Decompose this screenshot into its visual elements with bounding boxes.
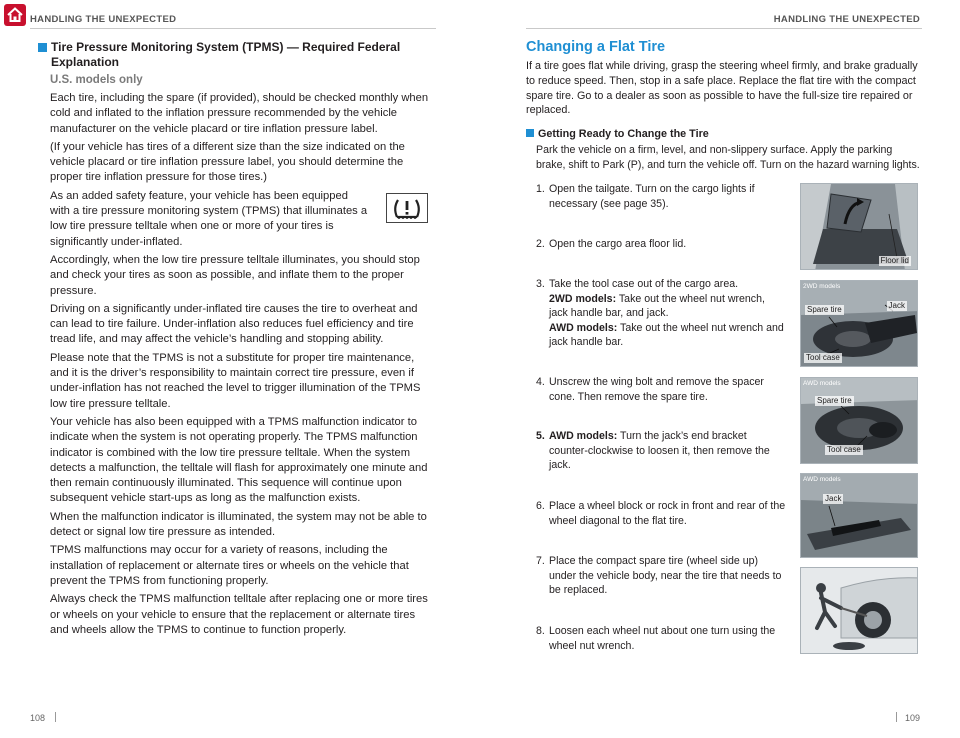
step-item: 5. AWD models: Turn the jack’s end bracket counter-clockwise to loosen it, then remove the jack. — [536, 430, 770, 472]
figure-2wd-tool-case — [800, 280, 918, 367]
paragraph: Always check the TPMS malfunction telltale after replacing one or more tires or wheels on your vehicle to ensure that the replacement or alternate tires and wheels allow the TPMS to continue to function properly. — [50, 593, 428, 636]
figure-awd-jack — [800, 473, 918, 558]
step-item: 6. Place a wheel block or rock in front and rear of the wheel diagonal to the flat tire. — [536, 500, 786, 527]
home-icon[interactable] — [4, 4, 26, 26]
step-item: 7. Place the compact spare tire (wheel side up) under the vehicle body, near the tire that needs to be replaced. — [536, 555, 782, 597]
paragraph: When the malfunction indicator is illuminated, the system may not be able to detect or signal low tire pressure as intended. — [50, 510, 427, 539]
paragraph: TPMS malfunctions may occur for a variety of reasons, including the installation of replacement or alternate tires or wheels on the vehicle that prevent the TPMS from functioning properly. — [50, 544, 409, 587]
figure-floor-lid — [800, 183, 918, 270]
header-right-title: HANDLING THE UNEXPECTED — [773, 14, 920, 25]
right-page-content — [526, 38, 922, 172]
header-left-title: HANDLING THE UNEXPECTED — [30, 14, 177, 25]
figure-label: Floor lid — [880, 256, 909, 265]
figure-label: Jack — [888, 301, 905, 310]
paragraph: Please note that the TPMS is not a substitute for proper tire maintenance, and it is the driver’s responsibility to maintain correct tire pressure, even if under-inflation has not reached the level to trigger illumination of the TPMS low tire pressure telltale. — [50, 351, 421, 410]
step-item: 1. Open the tailgate. Turn on the cargo lights if necessary (see page 35). — [536, 183, 755, 210]
tpms-section-title: Tire Pressure Monitoring System (TPMS) — Required Federal Explanation — [38, 40, 434, 70]
figure-label: Tool case — [827, 445, 861, 454]
figure-label: Jack — [825, 494, 842, 503]
subsection-text: Park the vehicle on a firm, level, and non-slippery surface. Apply the parking brake, shift to Park (P), and turn the vehicle off. Turn on the hazard warning lights. — [536, 144, 920, 171]
intro-paragraph: If a tire goes flat while driving, grasp the steering wheel firmly, and brake gradually to reduce speed. Then, stop in a safe place. Replace the flat tire with the compact spare tire. Go to a dealer as soon as possible to have the full-size tire repaired or replaced. — [526, 60, 918, 117]
right-page-title: Changing a Flat Tire — [526, 39, 666, 55]
figure-label: Spare tire — [817, 396, 852, 405]
step-item: 2. Open the cargo area floor lid. — [536, 238, 687, 250]
step-item: 4. Unscrew the wing bolt and remove the spacer cone. Then remove the spare tire. — [536, 376, 764, 403]
section-marker-icon — [526, 129, 534, 137]
paragraph: Accordingly, when the low tire pressure telltale illuminates, you should stop and check your tires as soon as possible, and inflate them to the proper pressure. — [50, 253, 420, 297]
subsection-title: Getting Ready to Change the Tire — [526, 127, 922, 141]
figure-tag: AWD models — [803, 380, 841, 387]
paragraph: (If your vehicle has tires of a different size than the size indicated on the vehicle placard or tire inflation pressure label, you should determine the proper tire inflation pressure for those tires.) — [50, 140, 405, 184]
figure-label: Tool case — [806, 353, 840, 362]
tpms-warning-icon — [386, 193, 428, 223]
figure-tag: AWD models — [803, 476, 841, 483]
paragraph: Each tire, including the spare (if provided), should be checked monthly when cold and inflated to the inflation pressure recommended by the vehicle manufacturer on the vehicle placard or tire inflation pressure label. — [50, 92, 429, 135]
figure-loosen-nuts — [800, 567, 918, 654]
left-page-content — [38, 40, 434, 638]
figure-tag: 2WD models — [803, 283, 841, 290]
page-number-right: 109 — [896, 712, 920, 723]
header-rule-right — [526, 28, 922, 29]
paragraph: As an added safety feature, your vehicle has been equipped with a tire pressure monitoring system (TPMS) that illuminates a low tire pressure telltale when one or more of your tires is significantly under-inflated. — [50, 189, 368, 248]
figure-label: Spare tire — [807, 305, 842, 314]
header-rule-left — [30, 28, 436, 29]
paragraph: Driving on a significantly under-inflated tire causes the tire to overheat and can lead to tire failure. Under-inflation also reduces fuel efficiency and tire tread life, and may affect the vehicle’s handling and stopping ability. — [50, 302, 418, 346]
step-item: 3. Take the tool case out of the cargo area. 2WD models: Take out the wheel nut wrench, jack handle bar, and jack. AWD models: Take out the wheel nut wrench and jack handle bar. — [536, 278, 784, 349]
page-number-left: 108 — [30, 712, 56, 723]
paragraph: Your vehicle has also been equipped with a TPMS malfunction indicator to indicate when the system is not operating properly. The TPMS malfunction indicator is combined with the low tire pressure telltale. When the system detects a malfunction, the telltale will flash for approximately one minute and then remain continuously illuminated. This sequence will continue upon subsequent vehicle start-ups as long as the malfunction exists. — [50, 415, 428, 505]
us-models-subhead: U.S. models only — [50, 74, 143, 86]
section-marker-icon — [38, 43, 47, 52]
step-item: 8. Loosen each wheel nut about one turn using the wheel nut wrench. — [536, 625, 776, 652]
figure-awd-spare-tire — [800, 377, 918, 464]
